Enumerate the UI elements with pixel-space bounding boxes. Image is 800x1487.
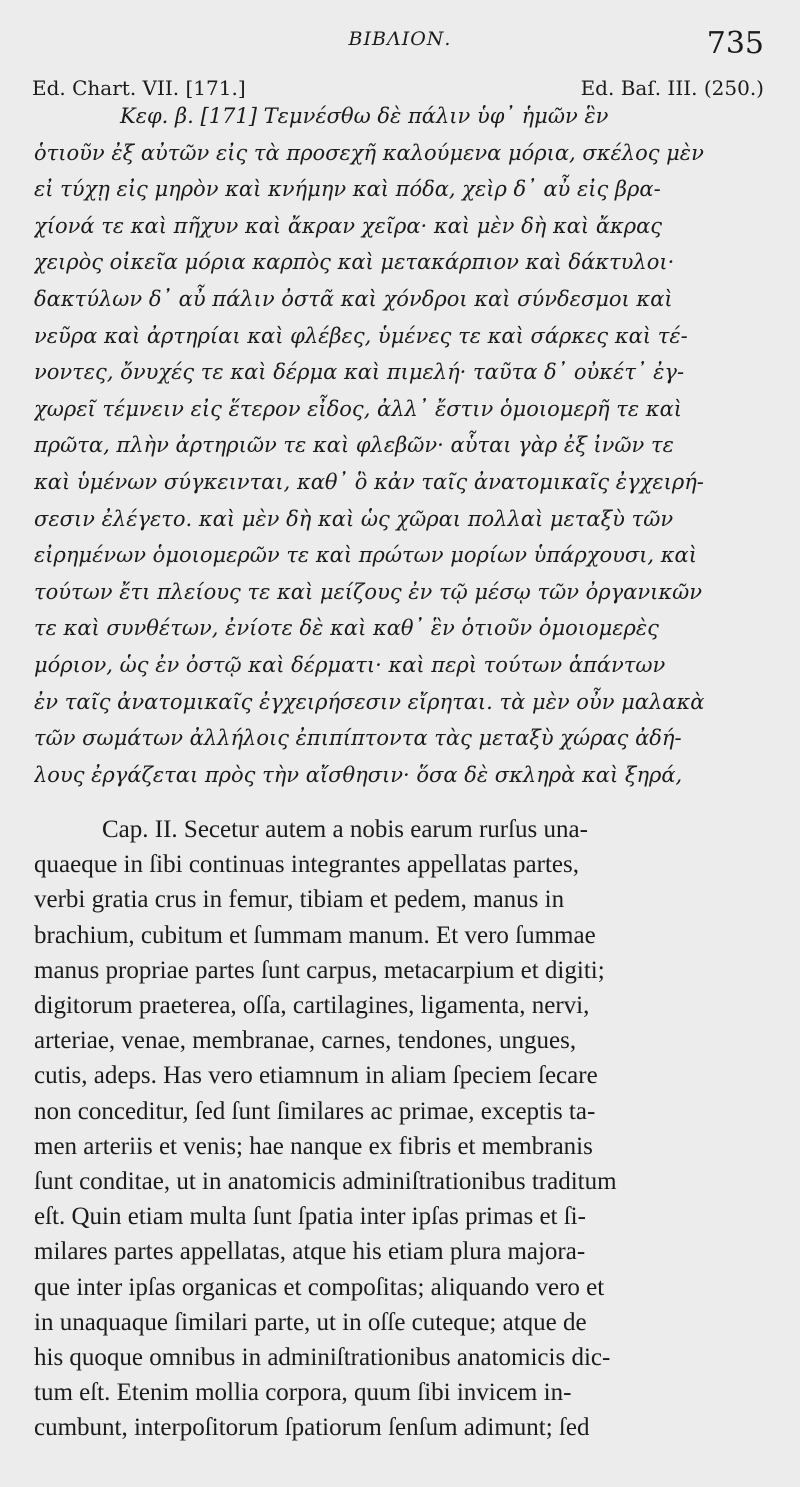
latin-line: milares partes appellatas, atque his etiam plura majora- (34, 1238, 586, 1266)
latin-line: arteriae, venae, membranae, carnes, tendones, ungues, (34, 1027, 577, 1055)
edition-reference-left: Ed. Chart. VII. [171.] (32, 76, 246, 100)
greek-line: τε καὶ συνθέτων, ἐνίοτε δὲ καὶ καθ᾽ ἓν ὁτιοῦν ὁμοιομερὲς (34, 616, 659, 641)
latin-line: men arteriis et venis; hae nanque ex fibris et membranis (34, 1132, 593, 1160)
greek-line: πρῶτα, πλὴν ἀρτηριῶν τε καὶ φλεβῶν· αὗται γὰρ ἐξ ἰνῶν τε (34, 433, 674, 458)
latin-line: manus propriae partes ſunt carpus, metacarpium et digiti; (34, 956, 605, 984)
latin-line: quaeque in ſibi continuas integrantes appellatas partes, (34, 851, 579, 879)
latin-text-block (34, 812, 766, 1446)
greek-line: χειρὸς οἰκεῖα μόρια καρπὸς καὶ μετακάρπιον καὶ δάκτυλοι· (34, 250, 675, 275)
latin-line: in unaquaque ſimilari parte, ut in oſſe cuteque; atque de (34, 1308, 587, 1336)
greek-line: χωρεῖ τέμνειν εἰς ἕτερον εἶδος, ἀλλ᾽ ἔστιν ὁμοιομερῆ τε καὶ (34, 396, 682, 421)
greek-line: Κεφ. β. [171] Τεμνέσθω δὲ πάλιν ὑφ᾽ ἡμῶν ἓν (120, 104, 609, 128)
latin-line: brachium, cubitum et ſummam manum. Et vero ſummae (34, 921, 596, 949)
greek-line: χίονά τε καὶ πῆχυν καὶ ἄκραν χεῖρα· καὶ μὲν δὴ καὶ ἄκρας (34, 213, 663, 238)
greek-line: εἰ τύχῃ εἰς μηρὸν καὶ κνήμην καὶ πόδα, χεὶρ δ᾽ αὖ εἰς βρα- (34, 177, 661, 202)
greek-line: ὁτιοῦν ἐξ αὐτῶν εἰς τὰ προσεχῆ καλούμενα μόρια, σκέλος μὲν (34, 140, 704, 165)
greek-text-block (34, 98, 766, 793)
latin-line: cutis, adeps. Has vero etiamnum in aliam ſpeciem ſecare (34, 1062, 598, 1090)
latin-line: Cap. II. Secetur autem a nobis earum rurſus una- (102, 816, 588, 843)
latin-line: his quoque omnibus in adminiſtrationibus anatomicis dic- (34, 1344, 611, 1372)
page-number: 735 (706, 26, 764, 61)
greek-line: δακτύλων δ᾽ αὖ πάλιν ὀστᾶ καὶ χόνδροι καὶ σύνδεσμοι καὶ (34, 286, 673, 311)
latin-line: tum eſt. Etenim mollia corpora, quum ſibi invicem in- (34, 1379, 572, 1407)
greek-line: καὶ ὑμένων σύγκεινται, καθ᾽ ὃ κἀν ταῖς ἀνατομικαῖς ἐγχειρή- (34, 469, 704, 494)
latin-line: cumbunt, interpoſitorum ſpatiorum ſenſum adimunt; ſed (34, 1414, 590, 1442)
latin-line: verbi gratia crus in femur, tibiam et pedem, manus in (34, 886, 565, 914)
greek-line: σεσιν ἐλέγετο. καὶ μὲν δὴ καὶ ὡς χῶραι πολλαὶ μεταξὺ τῶν (34, 506, 674, 531)
greek-line: νοντες, ὄνυχές τε καὶ δέρμα καὶ πιμελή· ταῦτα δ᾽ οὐκέτ᾽ ἐγ- (34, 360, 685, 385)
edition-reference-right: Ed. Baſ. III. (250.) (580, 76, 764, 100)
latin-line: ſunt conditae, ut in anatomicis adminiſtrationibus traditum (34, 1168, 617, 1196)
greek-line: ἐν ταῖς ἀνατομικαῖς ἐγχειρήσεσιν εἴρηται. τὰ μὲν οὖν μαλακὰ (34, 689, 705, 714)
greek-line: νεῦρα καὶ ἀρτηρίαι καὶ φλέβες, ὑμένες τε καὶ σάρκες καὶ τέ- (34, 323, 688, 348)
greek-line: τούτων ἔτι πλείους τε καὶ μείζους ἐν τῷ μέσῳ τῶν ὀργανικῶν (34, 579, 703, 604)
greek-line: μόριον, ὡς ἐν ὀστῷ καὶ δέρματι· καὶ περὶ τούτων ἁπάντων (34, 652, 666, 677)
running-title: BIBΛΙΟΝ. (348, 28, 452, 50)
greek-line: εἰρημένων ὁμοιομερῶν τε καὶ πρώτων μορίων ὑπάρχουσι, καὶ (34, 543, 697, 568)
greek-line: τῶν σωμάτων ἀλλήλοις ἐπιπίπτοντα τὰς μεταξὺ χώρας ἀδή- (34, 726, 682, 751)
latin-line: non conceditur, ſed ſunt ſimilares ac primae, exceptis ta- (34, 1097, 596, 1125)
latin-line: que inter ipſas organicas et compoſitas; aliquando vero et (34, 1273, 605, 1301)
latin-line: eſt. Quin etiam multa ſunt ſpatia inter ipſas primas et ſi- (34, 1203, 586, 1231)
latin-line: digitorum praeterea, oſſa, cartilagines, ligamenta, nervi, (34, 992, 590, 1020)
greek-line: λους ἐργάζεται πρὸς τὴν αἴσθησιν· ὅσα δὲ σκληρὰ καὶ ξηρά, (34, 762, 683, 787)
